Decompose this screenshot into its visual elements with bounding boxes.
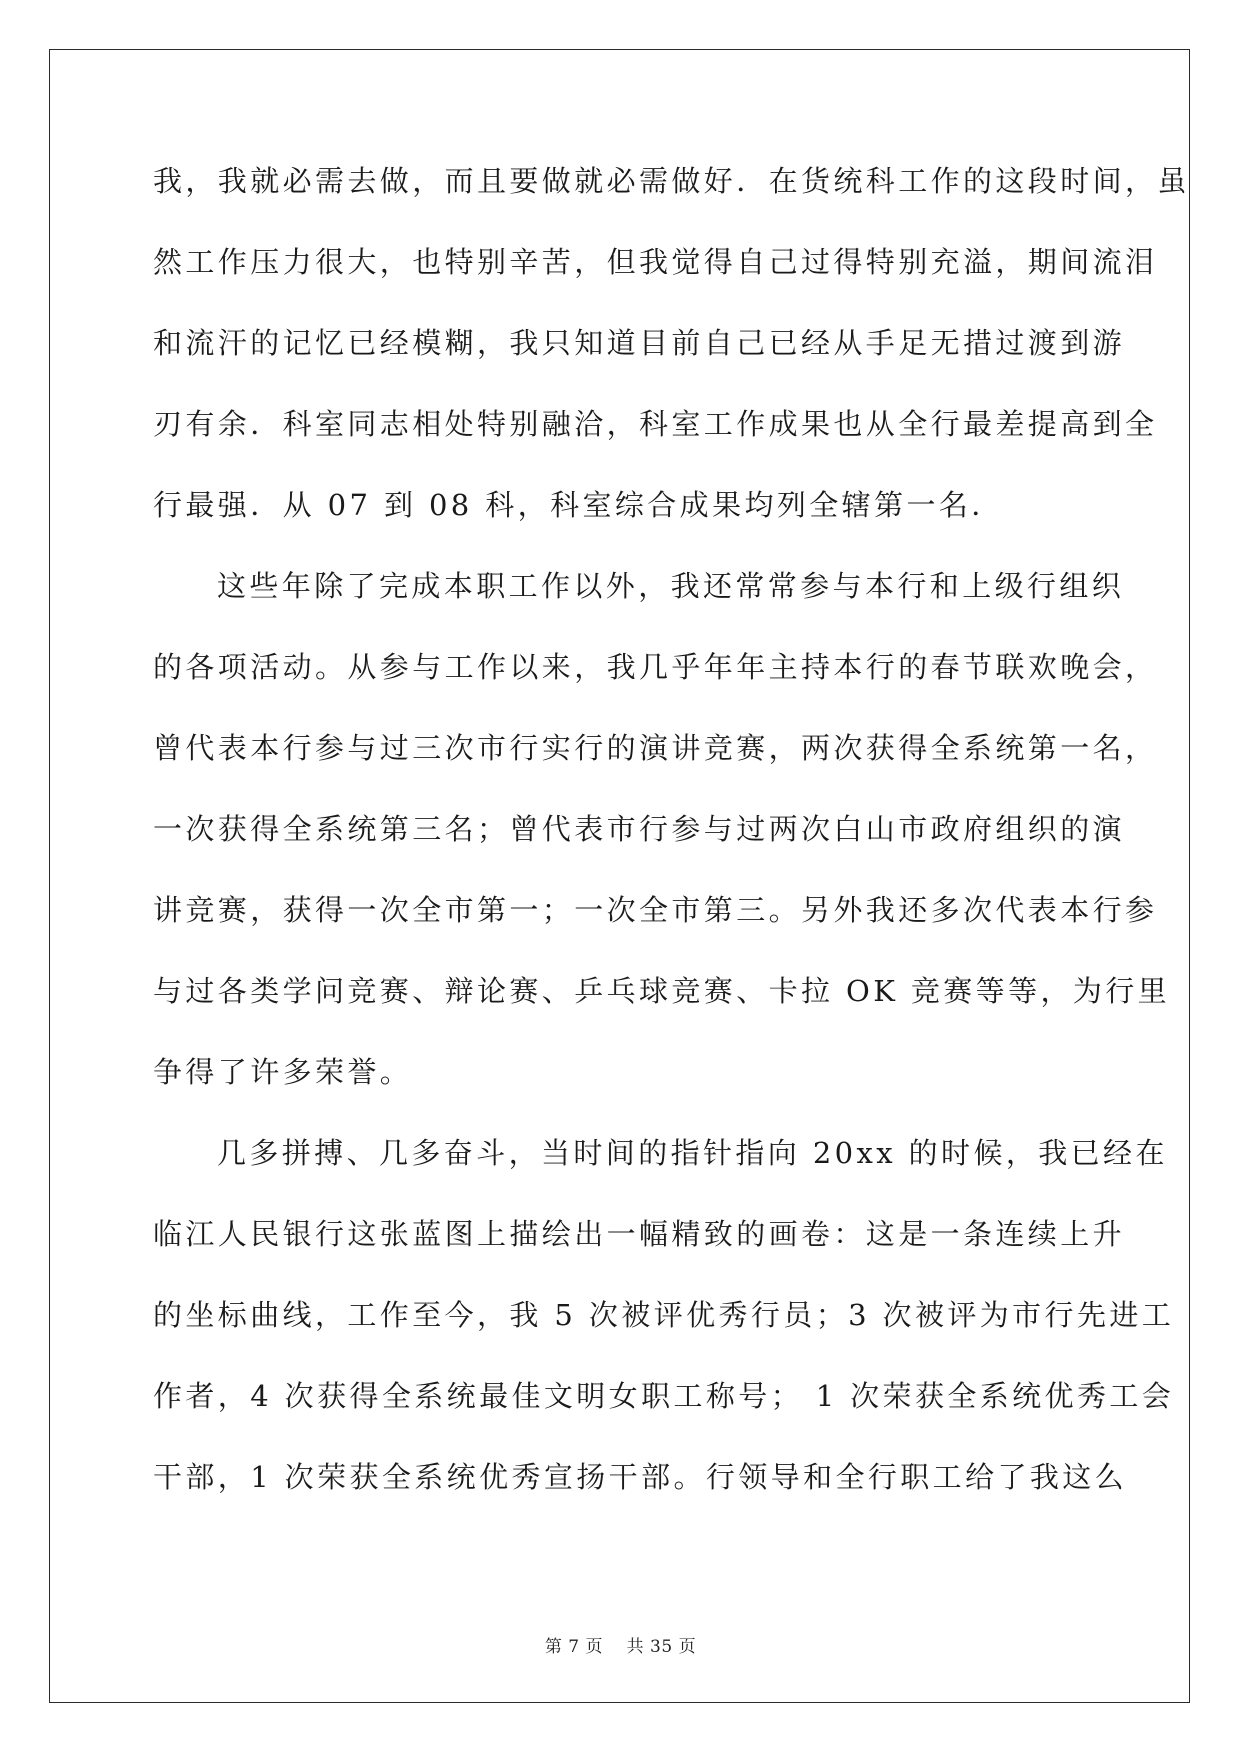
text-line: 作者，4 次获得全系统最佳文明女职工称号； 1 次荣获全系统优秀工会 (153, 1379, 1175, 1413)
text-line: 临江人民银行这张蓝图上描绘出一幅精致的画卷：这是一条连续上升 (153, 1217, 1126, 1251)
text-line: 我，我就必需去做，而且要做就必需做好．在货统科工作的这段时间，虽 (153, 164, 1190, 198)
text-line: 刃有余．科室同志相处特别融洽，科室工作成果也从全行最差提高到全 (153, 407, 1158, 441)
page-total: 共 35 页 (626, 1637, 697, 1657)
text-line: 争得了许多荣誉。 (153, 1055, 413, 1089)
page-footer (0, 1632, 1241, 1657)
text-line: 干部，1 次荣获全系统优秀宣扬干部。行领导和全行职工给了我这么 (153, 1460, 1128, 1494)
text-line: 的坐标曲线，工作至今，我 5 次被评优秀行员；3 次被评为市行先进工 (153, 1298, 1175, 1332)
page-number: 第 7 页 (544, 1637, 604, 1657)
text-line: 行最强．从 07 到 08 科，科室综合成果均列全辖第一名． (153, 488, 1004, 522)
text-line: 一次获得全系统第三名；曾代表市行参与过两次白山市政府组织的演 (153, 812, 1126, 846)
paragraph-first-line: 这些年除了完成本职工作以外，我还常常参与本行和上级行组织 (217, 569, 1125, 603)
document-body (153, 163, 1190, 1540)
paragraph-first-line: 几多拼搏、几多奋斗，当时间的指针指向 20xx 的时候，我已经在 (217, 1136, 1168, 1170)
text-line: 然工作压力很大，也特别辛苦，但我觉得自己过得特别充溢，期间流泪 (153, 245, 1158, 279)
text-line: 曾代表本行参与过三次市行实行的演讲竞赛，两次获得全系统第一名， (153, 731, 1158, 765)
text-line: 的各项活动。从参与工作以来，我几乎年年主持本行的春节联欢晚会， (153, 650, 1158, 684)
text-line: 与过各类学问竞赛、辩论赛、乒乓球竞赛、卡拉 OK 竞赛等等，为行里 (153, 974, 1171, 1008)
text-line: 讲竞赛，获得一次全市第一；一次全市第三。另外我还多次代表本行参 (153, 893, 1158, 927)
text-line: 和流汗的记忆已经模糊，我只知道目前自己已经从手足无措过渡到游 (153, 326, 1126, 360)
